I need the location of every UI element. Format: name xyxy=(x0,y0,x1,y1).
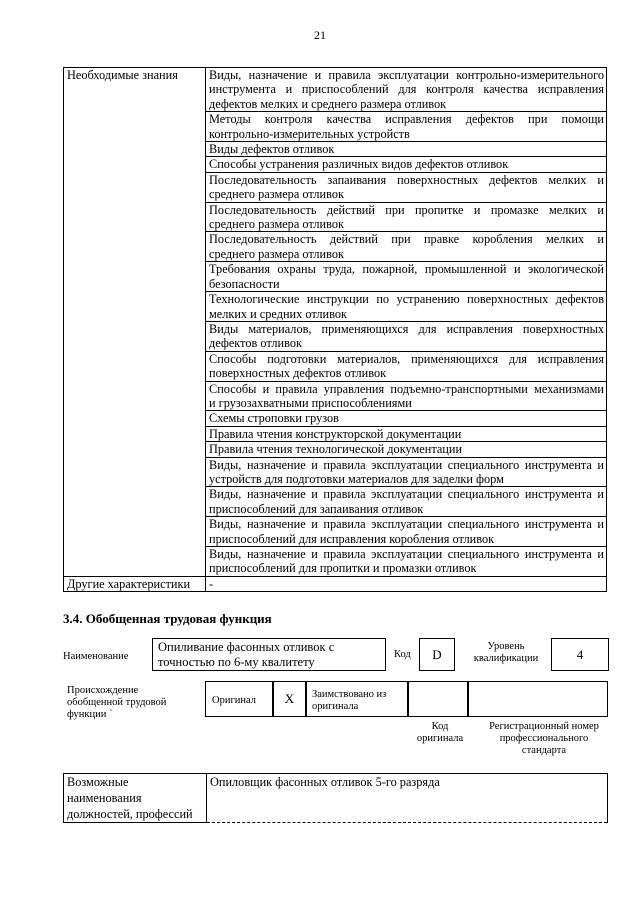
knowledge-item xyxy=(206,292,607,322)
knowledge-label: Необходимые знания xyxy=(64,68,206,577)
origin-label: Происхождение обобщенной трудовой функции ` xyxy=(67,685,167,720)
knowledge-item-line: мелких и средних отливок xyxy=(209,306,347,321)
knowledge-item xyxy=(206,487,607,517)
knowledge-item-line: Виды дефектов отливок xyxy=(209,142,335,157)
positions-table xyxy=(63,773,608,823)
knowledge-item xyxy=(206,442,607,457)
knowledge-item-line: среднего размера отливок xyxy=(209,217,344,232)
knowledge-item xyxy=(206,112,607,142)
knowledge-item-line: контрольно-измерительных устройств xyxy=(209,126,410,141)
knowledge-item-line: Схемы строповки грузов xyxy=(209,411,339,426)
knowledge-item-line: Способы подготовки материалов, применяющихся для исправления xyxy=(209,351,604,366)
knowledge-item-line: Требования охраны труда, пожарной, промышленной и экологической xyxy=(209,262,604,277)
knowledge-item xyxy=(206,232,607,262)
knowledge-item xyxy=(206,157,607,172)
knowledge-item xyxy=(206,321,607,351)
function-code-value: D xyxy=(419,638,455,671)
registration-number-label: Регистрационный номер профессионального стандарта xyxy=(489,721,599,756)
original-code-label: Код оригинала xyxy=(416,721,464,744)
knowledge-item xyxy=(206,381,607,411)
knowledge-item-line: среднего размера отливок xyxy=(209,246,344,261)
knowledge-item-line: Методы контроля качества исправления дефектов при помощи xyxy=(209,112,604,127)
knowledge-item-line: Виды, назначение и правила эксплуатации специального инструмента и xyxy=(209,457,604,472)
knowledge-item-line: Виды, назначение и правила эксплуатации специального инструмента и xyxy=(209,517,604,532)
knowledge-item xyxy=(206,202,607,232)
knowledge-item-line: дефектов мелких и среднего размера отливок xyxy=(209,96,447,111)
section-heading: 3.4. Обобщенная трудовая функция xyxy=(63,611,272,626)
knowledge-item-line: безопасности xyxy=(209,276,280,291)
code-label: Код xyxy=(394,649,411,660)
knowledge-item xyxy=(206,457,607,487)
knowledge-item-line: Технологические инструкции по устранению поверхностных дефектов xyxy=(209,292,604,307)
knowledge-item-line: Способы устранения различных видов дефектов отливок xyxy=(209,157,509,172)
registration-number-cell xyxy=(468,681,608,717)
original-code-cell xyxy=(408,681,468,717)
original-label: Оригинал xyxy=(205,681,273,717)
function-name-value: Опиливание фасонных отливок с точностью по 6-му квалитету xyxy=(152,638,386,671)
knowledge-item xyxy=(206,426,607,441)
knowledge-item xyxy=(206,547,607,577)
knowledge-item-line: Виды, назначение и правила эксплуатации специального инструмента и xyxy=(209,547,604,561)
knowledge-item-line: Последовательность действий при пропитке и промазке мелких и xyxy=(209,202,604,217)
original-mark: X xyxy=(273,681,306,717)
knowledge-item-line: приспособлений для пропитки и промазки отливок xyxy=(209,561,477,576)
knowledge-item-line: и грузозахватными приспособлениями xyxy=(209,395,412,410)
knowledge-table xyxy=(63,67,607,592)
origin-row xyxy=(205,681,608,717)
positions-value: Опиловщик фасонных отливок 5-го разряда xyxy=(207,774,608,823)
other-characteristics-label: Другие характеристики xyxy=(64,576,206,591)
knowledge-item-line: Последовательность запаивания поверхностных дефектов мелких и xyxy=(209,172,604,187)
knowledge-item xyxy=(206,517,607,547)
borrowed-label: Заимствовано из оригинала xyxy=(306,681,408,717)
origin-stray-mark: ` xyxy=(109,709,113,720)
knowledge-item-line: приспособлений для запаивания отливок xyxy=(209,501,424,516)
knowledge-item xyxy=(206,142,607,157)
name-label: Наименование xyxy=(63,651,129,662)
knowledge-item xyxy=(206,351,607,381)
knowledge-item xyxy=(206,68,607,112)
knowledge-item-line: Способы и правила управления подъемно-транспортными механизмами xyxy=(209,381,604,396)
qualification-level-label: Уровень квалификации xyxy=(473,641,539,664)
knowledge-item-line: инструмента и приспособлений для контроля качества исправления xyxy=(209,82,604,97)
knowledge-item-line: Виды, назначение и правила эксплуатации контрольно-измерительного xyxy=(209,68,604,82)
page-number: 21 xyxy=(314,28,326,42)
knowledge-item-line: приспособлений для исправления коробления отливок xyxy=(209,531,495,546)
other-characteristics-row xyxy=(64,576,607,591)
knowledge-item-line: поверхностных дефектов отливок xyxy=(209,366,387,381)
knowledge-item-line: среднего размера отливок xyxy=(209,187,344,202)
knowledge-item xyxy=(206,411,607,426)
knowledge-item-line: Правила чтения технологической документации xyxy=(209,442,463,457)
knowledge-item-line: Последовательность действий при правке коробления мелких и xyxy=(209,232,604,247)
other-characteristics-value: - xyxy=(206,576,607,591)
positions-row xyxy=(64,774,608,823)
knowledge-item-line: Виды, назначение и правила эксплуатации специального инструмента и xyxy=(209,487,604,502)
knowledge-item-line: устройств для подготовки материалов для заделки форм xyxy=(209,471,504,486)
positions-label: Возможные наименования должностей, профессий xyxy=(64,774,207,823)
knowledge-item-line: Правила чтения конструкторской документации xyxy=(209,426,462,441)
knowledge-item xyxy=(206,172,607,202)
knowledge-item xyxy=(206,262,607,292)
knowledge-item-line: дефектов отливок xyxy=(209,336,302,351)
qualification-level-value: 4 xyxy=(551,638,609,671)
knowledge-item-line: Виды материалов, применяющихся для исправления поверхностных xyxy=(209,321,604,336)
knowledge-row xyxy=(64,68,607,112)
